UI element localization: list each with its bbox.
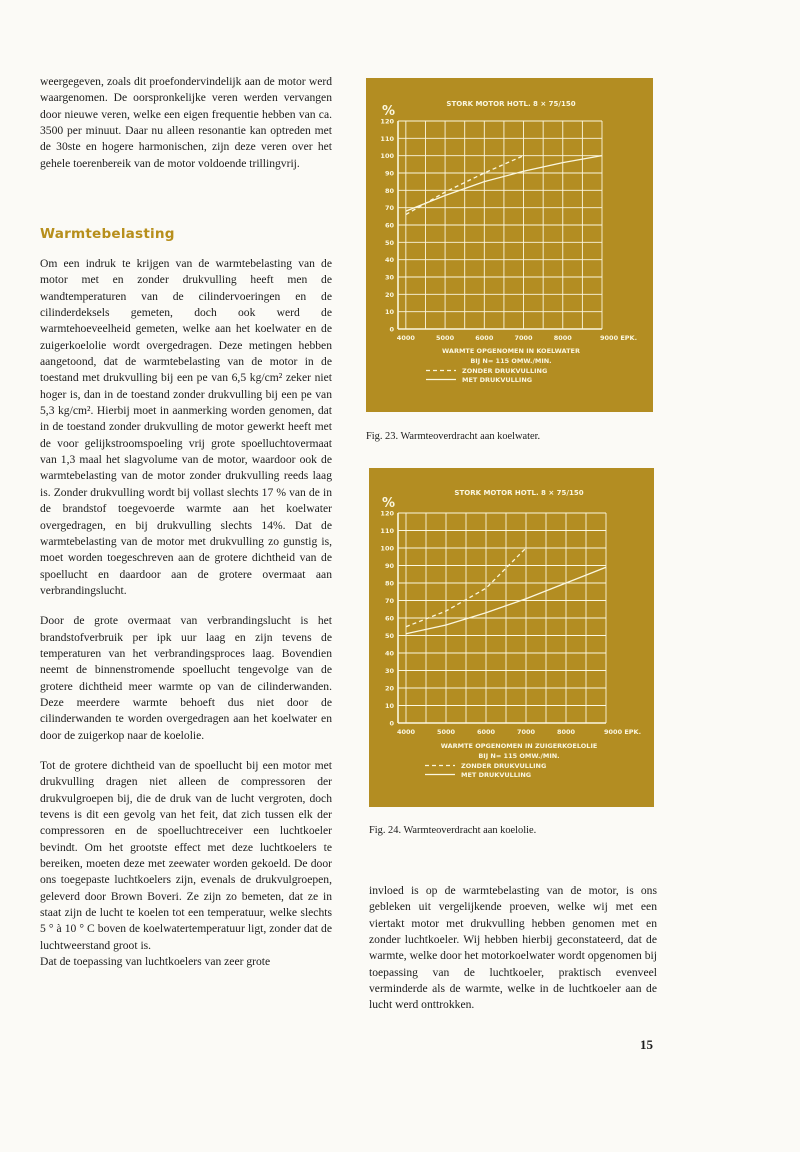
y-tick-label: 30 [384,273,394,282]
legend-label: ZONDER DRUKVULLING [461,762,547,770]
y-tick-label: 80 [384,579,394,588]
paragraph: Dat de toepassing van luchtkoelers van zeer grote [40,955,271,969]
y-tick-label: 10 [384,702,394,710]
figure-23-caption: Fig. 23. Warmteoverdracht aan koelwater. [366,431,541,442]
paragraph: weergegeven, zoals dit proefondervindelijk aan de motor werd waargenomen. De oorspronkelijke veren werden vervangen door nieuwe veren, welke een eigen frequentie hebben van ca. 3500 per minuut. Daar nu alleen resonantie kan optreden met de 30ste en hogere harmonischen, zijn deze veren over het gehele toerenbereik van de motor voldoende trillingvrij. [40,75,332,170]
y-tick-label: 120 [380,117,394,126]
paragraph: invloed is op de warmtebelasting van de motor, is ons gebleken uit vergelijkende proeven, welke wij met een viertakt motor met drukvulling hebben genomen met en zonder luchtkoeler. Wij hebben hierbij geconstateerd, dat de warmte, welke door het motorkoelwater wordt opgenomen bij toepassing van de luchtkoeler, praktisch evenveel verminderde als de warmte, welke in de luchtkoeler aan de lucht werd onttrokken. [369,884,657,1012]
x-tick-label: 8000 [556,728,576,736]
figure-24-caption: Fig. 24. Warmteoverdracht aan koelolie. [369,825,537,836]
paragraph: Tot de grotere dichtheid van de spoellucht bij een motor met drukvulling dragen niet alleen de compressoren der drukvulgroepen bij, die de druk van de lucht vergroten, doch tevens is dit een gevolg van het feit, dat zich tussen elk der compressoren en de spoelluchtreceiver een luchtkoeler bevindt. Om het grootste effect met deze luchtkoelers te bereiken, moeten deze met zeewater worden gekoeld. De door ons toegepaste luchtkoelers zijn, evenals de drukvulgroepen, geleverd door Brown Boveri. Ze zijn zo bemeten, dat ze in staat zijn de lucht te koelen tot een temperatuur, welke slechts 5 ° à 10 ° C boven de koelwatertemperatuur ligt, zonder dat de luchtweerstand groot is. [40,758,332,952]
y-tick-label: 30 [384,667,394,675]
y-tick-label: 70 [384,597,394,605]
chart-title: STORK MOTOR HOTL. 8 × 75/150 [446,100,576,108]
y-tick-label: 20 [384,290,394,299]
y-tick-label: 50 [384,632,394,640]
paragraph: Door de grote overmaat van verbrandingslucht is het brandstofverbruik per ipk uur laag en zijn tevens de temperaturen van het verbrandingsproces laag. Bovendien neemt de binnenstromende spoellucht tengevolge van de grotere dichtheid meer warmte op van de cilinderwanden. Deze meerdere warmte behoeft dus niet door de cilinderwanden te worden overgedragen aan het koelwater en door de zuigerkop naar de koelolie. [40,614,332,742]
y-tick-label: 50 [384,238,394,247]
chart-svg [366,78,653,412]
legend-label: MET DRUKVULLING [462,376,533,384]
legend-label: MET DRUKVULLING [461,771,532,779]
y-tick-label: 70 [384,204,394,213]
grid [398,121,602,329]
chart-footer-line: BIJ N= 115 OMW./MIN. [478,752,560,760]
y-tick-label: 100 [380,152,394,161]
y-tick-label: 10 [384,308,394,317]
x-tick-label: 5000 [436,334,455,342]
y-tick-label: 40 [384,256,394,265]
y-axis-label: % [382,104,396,119]
y-tick-label: 40 [384,649,394,658]
y-tick-label: 90 [384,562,394,570]
y-tick-label: 90 [384,169,394,178]
section-heading: Warmtebelasting [40,226,175,242]
chart-svg [369,468,654,807]
legend-label: ZONDER DRUKVULLING [462,367,548,375]
figure-24-chart [369,468,654,807]
y-tick-label: 60 [384,614,394,623]
left-column-body [40,256,332,970]
x-tick-label: 7000 [514,334,533,342]
x-tick-label: 6000 [476,728,496,736]
x-tick-label: 4000 [396,728,416,736]
x-tick-label: 9000 EPK. [604,728,642,736]
y-tick-label: 100 [380,544,394,553]
y-tick-label: 110 [380,134,394,143]
x-tick-label: 5000 [436,728,456,736]
chart-footer-line: BIJ N= 115 OMW./MIN. [470,357,552,365]
y-tick-label: 60 [384,221,394,230]
y-axis-label: % [382,496,396,511]
figure-23-chart [366,78,653,412]
y-tick-label: 20 [384,684,394,693]
y-tick-label: 120 [380,509,394,518]
x-tick-label: 9000 EPK. [600,334,638,342]
paragraph: Om een indruk te krijgen van de warmtebelasting van de motor met en zonder drukvulling heeft men de wandtemperaturen van de cilindervoeringen en de cilinderdeksels gemeten, doch ook werd de warmtehoeveelheid gemeten, welke aan het koelwater en de zuigerkoelolie wordt overgedragen. Deze metingen hebben aangetoond, dat de warmtebelasting van de motor in de toestand met drukvulling bij een pe van 6,5 kg/cm² zeker niet hoger is, dan in de toestand zonder drukvulling bij een pe van 5,3 kg/cm². Hierbij moet in aanmerking worden genomen, dat in de toestand zonder drukvulling de motor gewerkt heeft met de voor gelijkstroomspoeling vrij grote spoelluchtovermaat van 1,3 maal het slagvolume van de motor, waardoor ook de warmtebelasting van de motor zonder drukvulling reeds laag is. Zonder drukvulling wordt bij vollast slechts 17 % van de in de brandstof toegevoerde warmte aan het koelwater overgedragen, en bij drukvulling slechts 14%. Dat de warmtebelasting van de motor met drukvulling zo gunstig is, moet worden toegeschreven aan de grotere dichtheid van de spoellucht en daardoor aan de grotere overmaat aan verbrandingslucht. [40,257,332,597]
y-tick-label: 110 [380,527,394,535]
y-tick-label: 0 [389,325,394,334]
y-tick-label: 0 [389,719,394,728]
chart-footer-line: WARMTE OPGENOMEN IN KOELWATER [442,347,580,355]
x-tick-label: 6000 [475,334,494,342]
x-tick-label: 8000 [553,334,572,342]
x-tick-label: 4000 [396,334,415,342]
page-number: 15 [640,1037,653,1052]
chart-footer-line: WARMTE OPGENOMEN IN ZUIGERKOELOLIE [440,742,598,750]
right-column [369,883,657,1014]
chart-title: STORK MOTOR HOTL. 8 × 75/150 [454,489,584,497]
x-tick-label: 7000 [516,728,536,736]
y-tick-label: 80 [384,186,394,195]
left-column-top [40,74,332,172]
